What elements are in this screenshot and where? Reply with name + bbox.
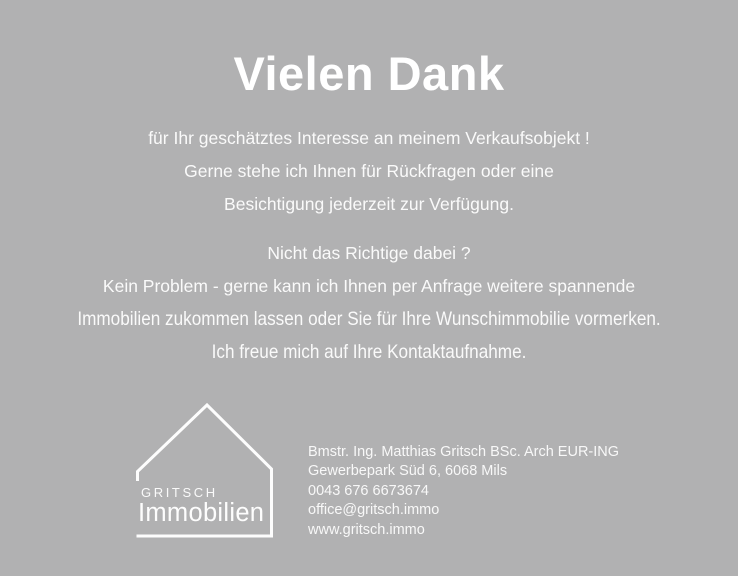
page-title: Vielen Dank: [233, 47, 505, 100]
intro-line: für Ihr geschätztes Interesse an meinem Verkaufsobjekt !: [148, 128, 590, 148]
contact-website: www.gritsch.immo: [308, 521, 425, 538]
logo-company-type: Immobilien: [138, 499, 265, 527]
intro-line: Besichtigung jederzeit zur Verfügung.: [224, 194, 514, 214]
followup-line: Nicht das Richtige dabei ?: [267, 243, 471, 263]
contact-info: [308, 443, 619, 540]
followup-line: Ich freue mich auf Ihre Kontaktaufnahme.: [211, 341, 527, 363]
intro-line: Gerne stehe ich Ihnen für Rückfragen oder eine: [184, 161, 554, 181]
contact-name: Bmstr. Ing. Matthias Gritsch BSc. Arch EUR-ING: [308, 444, 620, 460]
followup-line: Kein Problem - gerne kann ich Ihnen per Anfrage weitere spannende: [102, 276, 636, 296]
contact-phone: 0043 676 6673674: [308, 482, 429, 499]
contact-email: office@gritsch.immo: [308, 502, 440, 519]
intro-paragraph: [0, 122, 738, 221]
followup-paragraph: [0, 237, 738, 369]
followup-line: Immobilien zukommen lassen oder Sie für Ihre Wunschimmobilie vormerken.: [77, 308, 661, 330]
company-logo: [135, 402, 276, 541]
contact-address: Gewerbepark Süd 6, 6068 Mils: [308, 463, 508, 480]
logo-company-name: GRITSCH: [141, 485, 218, 500]
